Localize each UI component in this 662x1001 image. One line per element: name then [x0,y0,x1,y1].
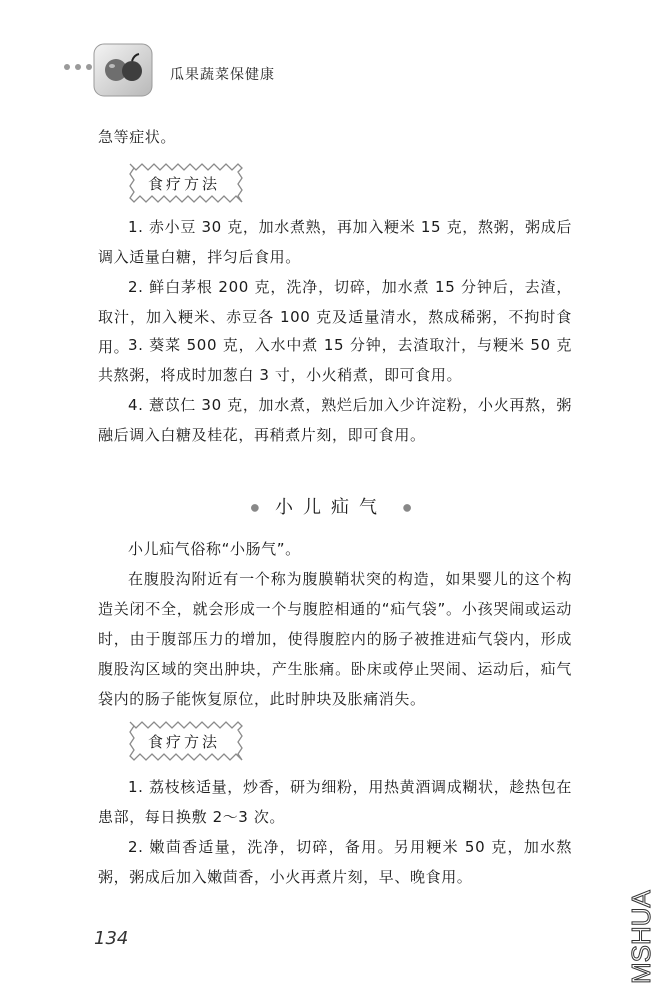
watermark [620,876,660,986]
method-label: 食疗方法 [148,175,221,193]
recipe-item: 2. 鲜白茅根 200 克，洗净，切碎，加水煮 15 分钟后，去渣，取汁，加入粳米、赤豆各 100 克及适量清水，熬成稀粥，不拘时食用。 [98,278,572,356]
header-dots [64,64,92,70]
recipe-item: 3. 葵菜 500 克，入水中煮 15 分钟，去渣取汁，与粳米 50 克共熬粥，将成时加葱白 3 寸，小火稍煮，即可食用。 [98,336,572,384]
recipe-item: 2. 嫩茴香适量，洗净，切碎，备用。另用粳米 50 克，加水熬粥，粥成后加入嫩茴香，小火再煮片刻，早、晚食用。 [98,838,572,886]
recipe-item: 4. 薏苡仁 30 克，加水煮，熟烂后加入少许淀粉，小火再熬，粥融后调入白糖及桂花，再稍煮片刻，即可食用。 [98,396,572,444]
bullet-icon: ● [250,502,260,514]
section-heading [0,493,662,519]
method-box [128,160,244,206]
bullet-icon: ● [402,502,412,514]
intro-line: 急等症状。 [98,128,177,146]
method-box [128,718,244,764]
dot-icon [75,64,81,70]
body-paragraph: 在腹股沟附近有一个称为腹膜鞘状突的构造，如果婴儿的这个构造关闭不全，就会形成一个与腹腔相通的“疝气袋”。小孩哭闹或运动时，由于腹部压力的增加，使得腹腔内的肠子被推进疝气袋内，形成腹股沟区域的突出肿块，产生胀痛。卧床或停止哭闹、运动后，疝气袋内的肠子能恢复原位，此时肿块及胀痛消失。 [98,570,572,708]
recipe-item: 1. 赤小豆 30 克，加水煮熟，再加入粳米 15 克，熬粥，粥成后调入适量白糖，拌匀后食用。 [98,218,572,266]
method-label: 食疗方法 [148,733,221,751]
recipe-item: 1. 荔枝核适量，炒香，研为细粉，用热黄酒调成糊状，趁热包在患部，每日换敷 2～3 次。 [98,778,572,826]
running-title: 瓜果蔬菜保健康 [170,67,275,83]
section-title: 小儿疝气 [275,497,387,518]
body-paragraph: 小儿疝气俗称“小肠气”。 [128,540,301,558]
fruit-plate-icon [90,40,156,100]
page-number: 134 [94,928,129,949]
watermark-text: MSHUA [626,890,656,984]
dot-icon [64,64,70,70]
